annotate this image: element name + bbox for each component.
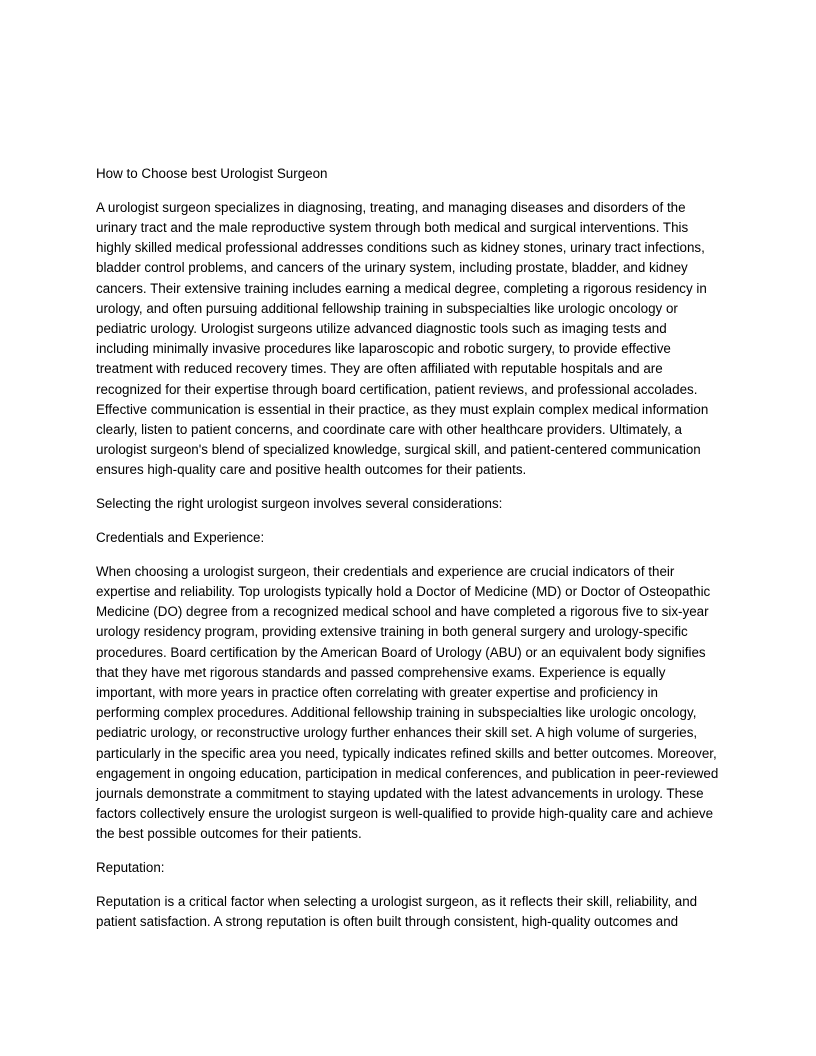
document-page	[96, 164, 720, 946]
considerations-lead: Selecting the right urologist surgeon involves several considerations:	[96, 496, 503, 512]
section-heading-reputation: Reputation:	[96, 860, 165, 876]
reputation-paragraph: Reputation is a critical factor when selecting a urologist surgeon, as it reflects their skill, reliability, and patient satisfaction. A strong reputation is often built through consistent, high-quality outcomes and	[96, 894, 698, 930]
section-heading-credentials: Credentials and Experience:	[96, 530, 265, 546]
document-title: How to Choose best Urologist Surgeon	[96, 166, 328, 181]
intro-paragraph: A urologist surgeon specializes in diagnosing, treating, and managing diseases and disorders of the urinary tract and the male reproductive system through both medical and surgical interventions. This highly skilled medical professional addresses conditions such as kidney stones, urinary tract infections, bladder control problems, and cancers of the urinary system, including prostate, bladder, and kidney cancers. Their extensive training includes earning a medical degree, completing a rigorous residency in urology, and often pursuing additional fellowship training in subspecialties like urologic oncology or pediatric urology. Urologist surgeons utilize advanced diagnostic tools such as imaging tests and including minimally invasive procedures like laparoscopic and robotic surgery, to provide effective treatment with reduced recovery times. They are often affiliated with reputable hospitals and are recognized for their expertise through board certification, patient reviews, and professional accolades. Effective communication is essential in their practice, as they must explain complex medical information clearly, listen to patient concerns, and coordinate care with other healthcare providers. Ultimately, a urologist surgeon's blend of specialized knowledge, surgical skill, and patient-centered communication ensures high-quality care and positive health outcomes for their patients.	[96, 199, 709, 478]
credentials-paragraph: When choosing a urologist surgeon, their credentials and experience are crucial indicators of their expertise and reliability. Top urologists typically hold a Doctor of Medicine (MD) or Doctor of Osteopathic Medicine (DO) degree from a recognized medical school and have completed a rigorous five to six-year urology residency program, providing extensive training in both general surgery and urology-specific procedures. Board certification by the American Board of Urology (ABU) or an equivalent body signifies that they have met rigorous standards and passed comprehensive exams. Experience is equally important, with more years in practice often correlating with greater expertise and proficiency in performing complex procedures. Additional fellowship training in subspecialties like urologic oncology, pediatric urology, or reconstructive urology further enhances their skill set. A high volume of surgeries, particularly in the specific area you need, typically indicates refined skills and better outcomes. Moreover, engagement in ongoing education, participation in medical conferences, and publication in peer-reviewed journals demonstrate a commitment to staying updated with the latest advancements in urology. These factors collectively ensure the urologist surgeon is well-qualified to provide high-quality care and achieve the best possible outcomes for their patients.	[96, 563, 719, 842]
